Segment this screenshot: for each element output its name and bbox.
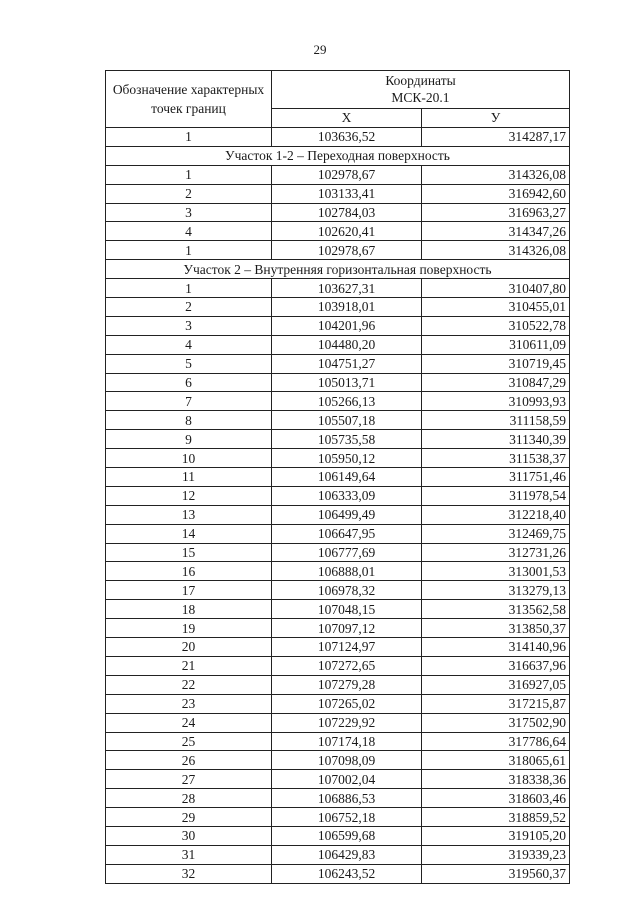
coordinates-table [105,70,570,884]
y-coordinate: 314140,96 [422,638,570,657]
y-coordinate: 318603,46 [422,789,570,808]
point-number: 2 [106,298,272,317]
y-coordinate: 311158,59 [422,411,570,430]
table-row [106,468,570,487]
point-number: 22 [106,675,272,694]
table-row [106,524,570,543]
table-row [106,808,570,827]
x-coordinate: 106333,09 [272,486,422,505]
x-coordinate: 104480,20 [272,335,422,354]
x-coordinate: 103133,41 [272,184,422,203]
y-coordinate: 316963,27 [422,203,570,222]
y-coordinate: 311978,54 [422,486,570,505]
y-coordinate: 318338,36 [422,770,570,789]
x-coordinate: 104201,96 [272,316,422,335]
point-number: 9 [106,430,272,449]
y-coordinate: 312469,75 [422,524,570,543]
point-number: 31 [106,845,272,864]
table-row [106,619,570,638]
table-row [106,826,570,845]
x-coordinate: 105266,13 [272,392,422,411]
x-coordinate: 105735,58 [272,430,422,449]
point-number: 11 [106,468,272,487]
y-coordinate: 312218,40 [422,505,570,524]
x-coordinate: 106886,53 [272,789,422,808]
table-row [106,845,570,864]
point-number: 21 [106,656,272,675]
table-row [106,298,570,317]
y-coordinate: 310993,93 [422,392,570,411]
header-coordinates-title: Координаты [385,73,456,89]
table-row [106,279,570,298]
table-row [106,203,570,222]
point-number: 16 [106,562,272,581]
header-coordinate-system: МСК-20.1 [391,90,450,106]
x-coordinate: 106429,83 [272,845,422,864]
y-coordinate: 313279,13 [422,581,570,600]
y-coordinate: 317502,90 [422,713,570,732]
point-number: 5 [106,354,272,373]
table-row [106,543,570,562]
y-coordinate: 314326,08 [422,165,570,184]
point-number: 8 [106,411,272,430]
section-row [106,260,570,279]
table-row [106,392,570,411]
x-coordinate: 103918,01 [272,298,422,317]
y-coordinate: 311538,37 [422,449,570,468]
y-coordinate: 313001,53 [422,562,570,581]
table-row [106,581,570,600]
point-number: 29 [106,808,272,827]
point-number: 4 [106,222,272,241]
table-row [106,354,570,373]
header-point-designation: Обозначение характерных точек границ [106,71,272,128]
table-row [106,505,570,524]
x-coordinate: 106499,49 [272,505,422,524]
y-coordinate: 318065,61 [422,751,570,770]
y-coordinate: 319560,37 [422,864,570,883]
header-y: У [422,108,570,127]
point-number: 7 [106,392,272,411]
point-number: 30 [106,826,272,845]
y-coordinate: 310611,09 [422,335,570,354]
point-number: 4 [106,335,272,354]
x-coordinate: 103627,31 [272,279,422,298]
x-coordinate: 102978,67 [272,165,422,184]
table-row [106,694,570,713]
point-number: 2 [106,184,272,203]
header-x: Х [272,108,422,127]
point-number: 10 [106,449,272,468]
point-number: 15 [106,543,272,562]
y-coordinate: 319339,23 [422,845,570,864]
x-coordinate: 106777,69 [272,543,422,562]
y-coordinate: 310719,45 [422,354,570,373]
table-row [106,430,570,449]
table-row [106,732,570,751]
table-row [106,411,570,430]
x-coordinate: 102978,67 [272,241,422,260]
y-coordinate: 310522,78 [422,316,570,335]
table-row [106,864,570,883]
x-coordinate: 105950,12 [272,449,422,468]
y-coordinate: 312731,26 [422,543,570,562]
x-coordinate: 105507,18 [272,411,422,430]
table-row [106,638,570,657]
table-row [106,713,570,732]
x-coordinate: 107265,02 [272,694,422,713]
table-row [106,751,570,770]
table-row [106,770,570,789]
y-coordinate: 317786,64 [422,732,570,751]
point-number: 14 [106,524,272,543]
table-row [106,335,570,354]
point-number: 17 [106,581,272,600]
point-number: 12 [106,486,272,505]
table-row [106,449,570,468]
y-coordinate: 318859,52 [422,808,570,827]
point-number: 13 [106,505,272,524]
table-row [106,789,570,808]
point-number: 23 [106,694,272,713]
table-header [106,71,570,128]
y-coordinate: 319105,20 [422,826,570,845]
y-coordinate: 310407,80 [422,279,570,298]
table-row [106,128,570,147]
y-coordinate: 314326,08 [422,241,570,260]
table-row [106,184,570,203]
y-coordinate: 317215,87 [422,694,570,713]
point-number: 1 [106,165,272,184]
y-coordinate: 313562,58 [422,600,570,619]
x-coordinate: 107272,65 [272,656,422,675]
point-number: 18 [106,600,272,619]
table-row [106,675,570,694]
y-coordinate: 316637,96 [422,656,570,675]
x-coordinate: 107124,97 [272,638,422,657]
x-coordinate: 106752,18 [272,808,422,827]
section-row [106,146,570,165]
point-number: 20 [106,638,272,657]
x-coordinate: 106599,68 [272,826,422,845]
y-coordinate: 316927,05 [422,675,570,694]
x-coordinate: 106888,01 [272,562,422,581]
point-number: 32 [106,864,272,883]
point-number: 1 [106,279,272,298]
x-coordinate: 107098,09 [272,751,422,770]
x-coordinate: 102620,41 [272,222,422,241]
table-row [106,600,570,619]
point-number: 28 [106,789,272,808]
section-title: Участок 1-2 – Переходная поверхность [106,146,570,165]
x-coordinate: 103636,52 [272,128,422,147]
point-number: 3 [106,203,272,222]
point-number: 3 [106,316,272,335]
page-number: 29 [313,42,327,57]
point-number: 1 [106,128,272,147]
x-coordinate: 107002,04 [272,770,422,789]
point-number: 19 [106,619,272,638]
x-coordinate: 104751,27 [272,354,422,373]
point-number: 6 [106,373,272,392]
section-title: Участок 2 – Внутренняя горизонтальная поверхность [106,260,570,279]
x-coordinate: 106978,32 [272,581,422,600]
table-row [106,486,570,505]
table-row [106,316,570,335]
table-row [106,656,570,675]
x-coordinate: 107174,18 [272,732,422,751]
x-coordinate: 102784,03 [272,203,422,222]
x-coordinate: 106243,52 [272,864,422,883]
point-number: 25 [106,732,272,751]
point-number: 27 [106,770,272,789]
y-coordinate: 313850,37 [422,619,570,638]
table-row [106,562,570,581]
x-coordinate: 107229,92 [272,713,422,732]
point-number: 1 [106,241,272,260]
y-coordinate: 311340,39 [422,430,570,449]
x-coordinate: 106647,95 [272,524,422,543]
table-row [106,165,570,184]
table-row [106,222,570,241]
point-number: 26 [106,751,272,770]
x-coordinate: 107048,15 [272,600,422,619]
point-number: 24 [106,713,272,732]
x-coordinate: 105013,71 [272,373,422,392]
y-coordinate: 310455,01 [422,298,570,317]
y-coordinate: 311751,46 [422,468,570,487]
y-coordinate: 316942,60 [422,184,570,203]
x-coordinate: 106149,64 [272,468,422,487]
header-coordinates [272,71,570,109]
x-coordinate: 107097,12 [272,619,422,638]
y-coordinate: 314287,17 [422,128,570,147]
y-coordinate: 310847,29 [422,373,570,392]
y-coordinate: 314347,26 [422,222,570,241]
x-coordinate: 107279,28 [272,675,422,694]
table-row [106,241,570,260]
table-body [106,128,570,884]
table-row [106,373,570,392]
